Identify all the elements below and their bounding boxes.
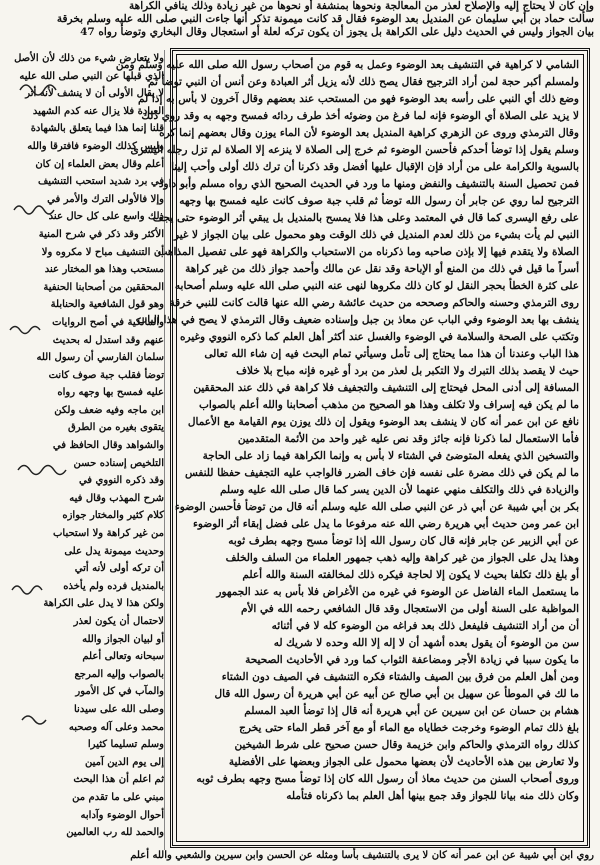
main-text-line: حيث لا يقصد بذلك التبرك ولا التكبر بل لعذر من برد أو غيره فإنه مباح بلا خلاف — [236, 365, 579, 377]
main-text-line: وهذا يدل على الجواز من غير كراهة وإليه ذهب جمهور العلماء من السلف والخلف — [225, 552, 579, 564]
main-text-line: وتكتب على الصحة والسلامة في الوضوء والغسل عند أكثر أهل العلم كما ذكره النووي وغيره — [180, 331, 579, 343]
margin-text-line: لا يقال الأولى أن لا ينشف لأنه أثر — [25, 88, 164, 100]
margin-text-line: ولا يتعارض شيء من ذلك لأن الأصل — [14, 53, 164, 64]
margin-text-line: توضأ فقلب جبة صوف كانت — [48, 369, 164, 381]
main-text-line: هشام بن حسان عن ابن سيرين عن أبي هريرة أنه قال إذا توضأ العبد المسلم — [244, 705, 579, 717]
main-text-line: المواظبة على السنة أولى من الاستعجال وقد قال الشافعي رحمه الله في الأم — [240, 603, 579, 615]
main-text-line: فأما الاستعمال لما ذكرنا فإنه جائز وقد نص عليه غير واحد من الأئمة المتقدمين — [237, 433, 579, 445]
margin-divider — [164, 50, 165, 850]
main-text-line: نافع عن ابن عمر أنه كان لا ينشف بعد الوضوء ويقول إن ذلك يوزن يوم القيامة مع الأعمال — [187, 416, 579, 428]
main-text-line: ولمسلم أكبر حجة لمن أراد الترجيح فقال يصح ذلك لأنه يزيل أثر العبادة وعن أنس أن النبي توضأ ثم — [147, 76, 579, 88]
main-text-line: كذلك رواه الترمذي والحاكم وابن خزيمة وقال حسن صحيح على شرط الشيخين — [234, 739, 579, 751]
margin-text-line: بالصواب وإليه المرجع — [74, 668, 164, 680]
main-text-line: ابن عمر ومن حديث أبي هريرة رضي الله عنه مرفوعا ما يدل على فضل إبقاء أثر الوضوء — [192, 518, 579, 530]
margin-text-line: عليه فمسح بها وجهه رواه — [57, 387, 164, 399]
main-text-line: الشامي لا كراهية في التنشيف بعد الوضوء وعمل به قوم من أصحاب رسول الله صلى الله عليه وسلم ومن — [115, 59, 579, 71]
margin-text-line: وحديث ميمونة يدل على — [64, 545, 164, 557]
margin-text-line: العبادة فلا يزال عنه كدم الشهيد — [32, 105, 164, 117]
margin-text-line: شرح المهذب وقال فيه — [69, 492, 164, 504]
main-text-line: روى الترمذي وحسنه والحاكم وصححه من حديث عائشة رضي الله عنها قالت كانت للنبي خرقة — [169, 297, 579, 309]
main-text-line: والزيادة في ذلك والتكلف منهي عنهما لأن الدين يسر كما قال صلى الله عليه وسلم — [219, 484, 579, 496]
margin-text-line: ذلك واسع على كل حال عند — [48, 211, 164, 223]
main-text-line: على كثرة الخطأ بحجر النقل لو كان ذلك مكروها لنهى عنه النبي صلى الله عليه وسلم أصحابه — [174, 280, 579, 292]
main-text-line: بكر بن أبي شيبة عن أبي ذر عن النبي صلى الله عليه وسلم أنه قال من توضأ فأحسن الوضوء — [174, 501, 579, 513]
main-text-line: ما يستعمل الماء الفاضل عن الوضوء في غيره من الأغراض فلا بأس به عند الجمهور — [216, 586, 579, 598]
main-text-line: على رفع اليسرى كما قال في المعتمد وعلى هذا فلا يمسح بالمنديل بل يبقي أثر الوضوء حتى يجف — [152, 212, 579, 224]
main-text-line: الصلاة ولا يتقدم فيها إلا بإذن صاحبه وما ذكرناه من الاستحباب والكراهة فهو على تفصيل المذاهب — [157, 246, 579, 258]
main-text-line: وسلم يقول إذا توضأ أحدكم فأحسن الوضوء ثم خرج إلى الصلاة لا ينزعه إلا الصلاة لم تزل رجله اليسرى — [130, 144, 579, 156]
main-text-line: أن من أراد التنشيف فليفعل ذلك بعد فراغه من الوضوء كله لا في أثنائه — [271, 620, 579, 632]
margin-text-line: وهو قول الشافعية والحنابلة — [50, 299, 164, 311]
main-text-line: أو بلغ ذلك تكلفا بحيث لا يكون إلا لحاجة فيكره ذلك لمخالفته السنة والله أعلم — [242, 569, 579, 581]
margin-text-line: من غير كراهة ولا استحباب — [53, 528, 164, 540]
margin-text-line: الأكثر وقد ذكر في شرح المنية — [38, 228, 164, 240]
main-text-line: وضع ذلك أي النبي على رأسه بعد الوضوء فهو من المستحب عند بعضهم وقال آخرون لا بأس به إذا لم — [138, 93, 579, 105]
margin-text-line: مبني على ما تقدم من — [72, 791, 164, 803]
margin-text-line: والمآب في كل الأمور — [75, 686, 164, 698]
margin-text-line: سبحانه وتعالى أعلم — [82, 651, 164, 663]
margin-text-line: أن التنشيف مباح لا مكروه ولا — [41, 246, 164, 258]
top-note-line: سألت حماد بن أبي سليمان عن المنديل بعد الوضوء فقال قد كانت ميمونة تذكر أنها جاءت النبي صلى الله عليه وسلم بخرقة — [56, 13, 594, 25]
main-text-line: ما يكون سببا في زيادة الأجر ومضاعفة الثواب كما ورد في الأحاديث الصحيحة — [245, 654, 579, 666]
main-text-line: وكان ذلك منه بيانا للجواز وقد جمع بينها أهل العلم بما ذكرناه فتأمله — [286, 790, 579, 802]
main-text-line: أسراً ما قيل في ذلك من المنع أو الإباحة وقد نقل عن مالك وأحمد جواز ذلك من غير كراهة — [185, 263, 579, 275]
main-text-line: الترجيح لما روي عن جابر أن رسول الله توضأ ثم قلب جبة صوف كانت عليه فمسح بها وجهه — [179, 195, 579, 207]
main-text-line: النبي لم يأت بشيء من ذلك لعدم المنديل في ذلك الوقت وهو محمول على بيان الجواز لا غير — [173, 229, 579, 241]
margin-text-line: عنهم وقد استدل له بحديث — [52, 334, 164, 346]
margin-text-line: يتقوى بغيره من الطرق — [68, 422, 164, 434]
margin-text-line: وقد ذكره النووي في — [78, 475, 164, 487]
main-text-line: ما لك في الموطأ عن سهيل بن أبي صالح عن أبيه عن أبي هريرة أن رسول الله قال — [214, 688, 579, 700]
margin-text-line: الذي قبلها عن النبي صلى الله عليه — [19, 70, 164, 82]
margin-text-line: ثم اعلم أن هذا البحث — [73, 774, 164, 786]
margin-text-line: أعلم وقال بعض العلماء إن كان — [35, 158, 164, 170]
margin-text-line: أن تركه أولى لأنه أتي — [74, 563, 164, 575]
margin-text-line: والحمد لله رب العالمين — [66, 827, 164, 839]
main-text-line: فمن تحصيل السنة بالتنشيف والنفض ومنها ما ورد في الحديث الصحيح الذي رواه مسلم وأبو داود — [158, 178, 579, 190]
margin-text-line: أو لبيان الجواز والله — [82, 633, 164, 645]
margin-text-line: وصلى الله على سيدنا — [74, 703, 164, 715]
top-note-line: بيان الجواز وليس في الحديث دليل على الكراهة بل يجوز أن يكون تركه لعلة أو استعجال وقال البخاري وتوضأ رواه 47 — [80, 26, 594, 38]
margin-text-line: قلنا إنما هذا فيما يتعلق بالشهادة — [30, 123, 164, 135]
margin-text-line: أحوال الوضوء وآدابه — [80, 809, 164, 821]
footer-note: روي ابن أبي شيبة عن ابن عمر أنه كان لا يرى بالتنشيف بأسا ومثله عن الحسن وابن سيرين والشعبي والله أعلم — [130, 850, 594, 861]
main-text-line: لا يزيد على الصلاة أي الوضوء فإنه لما فرغ من وضوئه أخذ طرف ردائه فمسح وجهه به وقد روي ذلك — [141, 110, 579, 122]
main-text-line: سن من الوضوء أن يقول بعده أشهد أن لا إله إلا الله وحده لا شريك له — [273, 637, 579, 649]
main-text-line: وقال الترمذي وروى عن الزهري كراهية المنديل بعد الوضوء لأن الماء يوزن وقال بعضهم إنما كره — [159, 127, 579, 139]
margin-text-line: والمالكية في أصح الروايات — [52, 316, 164, 328]
handwritten-annotations — [0, 0, 80, 865]
main-text-line: بالسوية والكرامة على من أراد فإن الإقبال عليها أفضل وقد ذكرنا أن ترك ذلك أولى وأحب إلينا — [171, 161, 579, 173]
main-text-line: والتسخين الذي يفعله المتوضئ في الشتاء لا بأس به وإنما الكراهة فيما زاد على الحاجة — [202, 450, 579, 462]
main-text-line: هذا الباب وعندنا أن هذا مما يحتاج إلى تأمل وسيأتي تمام البحث فيه إن شاء الله تعالى — [204, 348, 579, 360]
margin-text-line: في برد شديد استحب التنشيف — [37, 176, 164, 188]
main-text-line: عن أبي الزبير عن جابر فإنه قال كان رسول الله إذا توضأ مسح وجهه بطرف ثوبه — [228, 535, 579, 547]
handwritten-marks-icon — [0, 0, 80, 865]
main-text-line: ولا تعارض بين هذه الأحاديث لأن بعضها محمول على الجواز وبعضها على الأفضلية — [228, 756, 579, 768]
main-text-line: ما لم يكن في ذلك مضرة على نفسه فإن خاف الضرر فالواجب عليه التجفيف حفظا للنفس — [184, 467, 579, 479]
margin-text-line: ولكن هذا لا يدل على الكراهة — [43, 598, 164, 610]
margin-text-line: التلخيص إسناده حسن — [73, 457, 164, 469]
main-text-line: ومن أهل العلم من فرق بين الصيف والشتاء فكره التنشيف في الصيف دون الشتاء — [221, 671, 579, 683]
top-notes — [6, 0, 594, 52]
top-note-line: وإن كان لا يحتاج إليه والإصلاح لعذر من المعالجة ونحوها بمنشفة أو نحوها من غير زيادة وذلك ينافي الكراهة — [129, 0, 594, 12]
margin-text-line: سلمان الفارسي أن رسول الله — [36, 352, 164, 364]
margin-text-line: وسلم تسليما كثيرا — [87, 739, 164, 751]
main-text-line: ما لم يكن فيه إسراف ولا تكلف وهذا هو الصحيح من مذهب أصحابنا والله أعلم بالصواب — [198, 399, 579, 411]
margin-text-line: ابن ماجه وفيه ضعف ولكن — [54, 404, 164, 416]
margin-text-line: بالمنديل فرده ولم يأخذه — [63, 580, 164, 592]
main-text-line: بلغ ذلك تمام الوضوء وخرجت خطاياه مع الماء أو مع آخر قطر الماء حتى يخرج — [239, 722, 579, 734]
main-text-line: وروى أصحاب السنن من حديث معاذ أن رسول الله كان إذا توضأ مسح وجهه بطرف ثوبه — [196, 773, 579, 785]
main-text-line: المسافة إلى أدنى المحل فيحتاج إلى التنشيف والتجفيف فلا كراهة في ذلك عند المحققين — [193, 382, 579, 394]
margin-text-line: كلام كثير والمختار جوازه — [62, 510, 164, 522]
margin-text-line: محمد وعلى آله وصحبه — [68, 721, 164, 733]
margin-text-line: إلى يوم الدين آمين — [85, 756, 164, 768]
margin-text-line: وليس كذلك الوضوء فافترقا والله — [27, 140, 164, 152]
margin-text-line: مستحب وهذا هو المختار عند — [44, 264, 164, 276]
margin-text-line: وإلا فالأولى الترك والأمر في — [47, 193, 164, 205]
margin-text-line: المحققين من أصحابنا الحنفية — [43, 281, 164, 293]
main-text-line: ينشف بها بعد الوضوء وفي الباب عن معاذ بن جبل وإسناده ضعيف وقال الترمذي لا يصح في هذا الباب — [137, 314, 579, 326]
margin-text-line: لاحتمال أن يكون لعذر — [73, 616, 164, 627]
margin-text-line: والشواهد وقال الحافظ في — [52, 440, 164, 452]
